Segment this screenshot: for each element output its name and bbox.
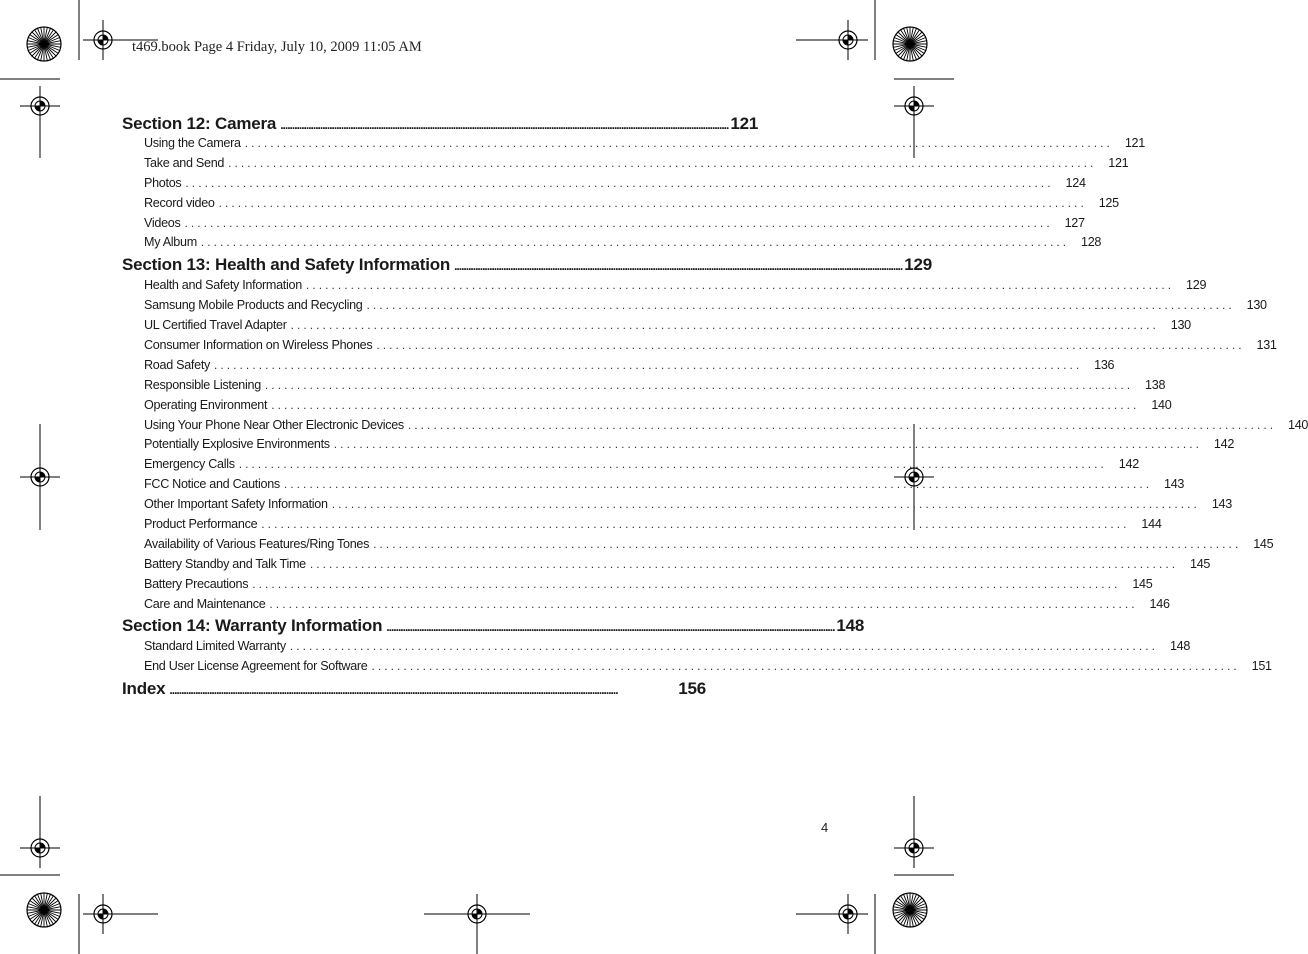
entry-page: 140 (1151, 397, 1172, 412)
entry-page: 124 (1065, 175, 1086, 190)
toc-entry[interactable] (144, 318, 1191, 338)
leader-dots: ........................................................................................................................................ (200, 235, 1070, 250)
section-page: 156 (678, 679, 706, 699)
entry-label: Samsung Mobile Products and Recycling (144, 298, 363, 313)
entry-page: 140 (1288, 417, 1308, 432)
section-title: Index (122, 679, 166, 699)
entry-page: 143 (1164, 477, 1185, 492)
leader-dots: ........................................................................................................................................ (252, 576, 1121, 591)
toc-entry[interactable] (144, 195, 1119, 216)
entry-label: Product Performance (144, 517, 258, 532)
leader-dots: ........................................................................................................................................ (244, 136, 1113, 150)
table-of-contents (122, 114, 1308, 702)
leader-dots: ........................................................................................................................................ (228, 155, 1097, 170)
leader-dots: ........................................................................................................................................ (271, 397, 1140, 412)
entry-label: Using the Camera (144, 136, 241, 150)
toc-section-index[interactable] (122, 679, 706, 702)
leader-dots: ........................................................................................................................................ (371, 659, 1240, 674)
leader-dots: ........................................................................................................................................ (309, 556, 1179, 571)
toc-entry[interactable] (144, 278, 1207, 298)
entry-page: 143 (1211, 497, 1232, 512)
section-title: Section 13: Health and Safety Information (122, 255, 451, 275)
leader-dots: ........................................................................................................................................ (366, 298, 1235, 313)
toc-entry[interactable] (144, 298, 1267, 318)
leader-dots: ................................................................................................................................................................................................ (169, 683, 618, 698)
entry-label: Health and Safety Information (144, 278, 302, 293)
toc-entry[interactable] (144, 497, 1232, 517)
entry-label: Road Safety (144, 357, 211, 372)
toc-entry[interactable] (144, 175, 1086, 196)
toc-entry[interactable] (144, 576, 1153, 597)
section-page: 148 (836, 616, 865, 636)
entry-page: 151 (1251, 659, 1272, 674)
leader-dots: ........................................................................................................................................ (333, 437, 1203, 452)
entry-label: Availability of Various Features/Ring Tones (144, 536, 370, 551)
entry-page: 127 (1064, 215, 1085, 230)
entry-label: Take and Send (144, 155, 225, 170)
toc-entry[interactable] (144, 517, 1162, 537)
section-page: 121 (730, 114, 759, 133)
leader-dots: ........................................................................................................................................ (261, 517, 1130, 532)
entry-label: Battery Standby and Talk Time (144, 556, 306, 571)
entry-label: Responsible Listening (144, 377, 261, 392)
entry-page: 130 (1170, 318, 1191, 333)
leader-dots: ........................................................................................................................................ (376, 338, 1245, 353)
toc-entry[interactable] (144, 377, 1166, 398)
toc-section[interactable] (122, 114, 759, 136)
toc-entry[interactable] (144, 397, 1172, 418)
toc-entry[interactable] (144, 437, 1235, 457)
leader-dots: ........................................................................................................................................ (238, 457, 1107, 472)
entry-page: 130 (1246, 298, 1267, 313)
entry-page: 145 (1189, 556, 1211, 571)
leader-dots: ................................................................................................................................................................................................ (280, 118, 729, 132)
toc-entry[interactable] (144, 357, 1115, 378)
entry-label: Battery Precautions (144, 576, 249, 591)
leader-dots: ........................................................................................................................................ (331, 497, 1200, 512)
entry-label: Record video (144, 195, 215, 210)
entry-label: Potentially Explosive Environments (144, 437, 330, 452)
leader-dots: ........................................................................................................................................ (214, 357, 1083, 372)
leader-dots: ................................................................................................................................................................................................ (454, 259, 903, 274)
leader-dots: ................................................................................................................................................................................................ (386, 620, 835, 635)
entry-label: Care and Maintenance (144, 596, 266, 611)
entry-page: 145 (1132, 576, 1153, 591)
toc-section[interactable] (122, 255, 932, 278)
leader-dots: ........................................................................................................................................ (184, 215, 1053, 230)
entry-page: 131 (1256, 338, 1277, 353)
entry-label: Photos (144, 175, 182, 190)
section-title: Section 14: Warranty Information (122, 616, 383, 636)
leader-dots: ........................................................................................................................................ (305, 278, 1175, 293)
leader-dots: ........................................................................................................................................ (264, 377, 1134, 392)
entry-page: 129 (1186, 278, 1207, 293)
toc-entry[interactable] (144, 556, 1211, 577)
entry-label: Consumer Information on Wireless Phones (144, 338, 373, 353)
entry-page: 142 (1118, 457, 1139, 472)
entry-page: 125 (1098, 195, 1119, 210)
toc-entry[interactable] (144, 235, 1102, 255)
entry-label: End User License Agreement for Software (144, 659, 368, 674)
toc-entry[interactable] (144, 536, 1274, 557)
entry-label: UL Certified Travel Adapter (144, 318, 287, 333)
entry-label: Using Your Phone Near Other Electronic Devices (144, 417, 404, 432)
toc-entry[interactable] (144, 215, 1085, 236)
leader-dots: ........................................................................................................................................ (218, 195, 1087, 210)
toc-entry[interactable] (144, 596, 1170, 617)
entry-label: Standard Limited Warranty (144, 639, 286, 654)
toc-entry[interactable] (144, 136, 1145, 156)
entry-page: 138 (1145, 377, 1166, 392)
section-title: Section 12: Camera (122, 114, 277, 133)
toc-entry[interactable] (144, 417, 1308, 438)
section-page: 129 (904, 255, 932, 275)
page-number: 4 (821, 820, 829, 835)
entry-page: 144 (1141, 517, 1162, 532)
leader-dots: ........................................................................................................................................ (373, 536, 1242, 551)
entry-label: Emergency Calls (144, 457, 235, 472)
toc-section[interactable] (122, 616, 865, 639)
leader-dots: ........................................................................................................................................ (290, 318, 1159, 333)
toc-entry[interactable] (144, 457, 1139, 477)
toc-entry[interactable] (144, 639, 1191, 659)
toc-entry[interactable] (144, 155, 1129, 176)
entry-page: 121 (1108, 155, 1129, 170)
leader-dots: ........................................................................................................................................ (289, 639, 1159, 654)
leader-dots: ........................................................................................................................................ (407, 417, 1277, 432)
toc-entry[interactable] (144, 659, 1272, 679)
leader-dots: ........................................................................................................................................ (185, 175, 1054, 190)
entry-page: 136 (1094, 357, 1115, 372)
entry-label: FCC Notice and Cautions (144, 477, 280, 492)
leader-dots: ........................................................................................................................................ (283, 477, 1153, 492)
entry-label: Videos (144, 215, 181, 230)
entry-page: 121 (1124, 136, 1145, 150)
book-header: t469.book Page 4 Friday, July 10, 2009 11:05 AM (132, 39, 422, 55)
entry-page: 146 (1149, 596, 1170, 611)
entry-page: 128 (1081, 235, 1102, 250)
leader-dots: ........................................................................................................................................ (269, 596, 1138, 611)
entry-page: 148 (1169, 639, 1191, 654)
toc-entry[interactable] (144, 477, 1185, 497)
entry-label: Other Important Safety Information (144, 497, 328, 512)
toc-entry[interactable] (144, 338, 1277, 358)
entry-label: My Album (144, 235, 197, 250)
entry-page: 142 (1213, 437, 1235, 452)
entry-page: 145 (1253, 536, 1274, 551)
entry-label: Operating Environment (144, 397, 268, 412)
